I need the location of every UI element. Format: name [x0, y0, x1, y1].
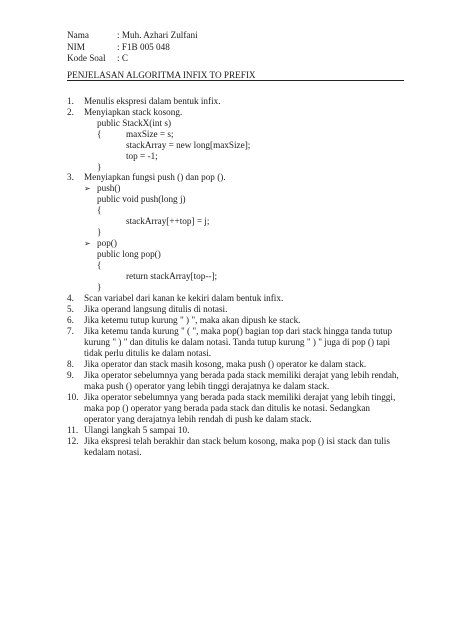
step-3-text: Menyiapkan fungsi push () dan pop (). [84, 172, 226, 182]
step-4-text: Scan variabel dari kanan ke kekiri dalam bentuk infix. [84, 293, 284, 303]
step-9-text: Jika operator sebelumnya yang berada pada stack memiliki derajat yang lebih rendah, [84, 370, 399, 380]
code-line: public StackX(int s) [97, 118, 171, 128]
step-number-7: 7. [67, 326, 74, 336]
code-line: top = -1; [126, 151, 158, 161]
step-number-2: 2. [67, 107, 74, 117]
arrow-bullet-icon: ➢ [84, 239, 91, 248]
code-line: } [97, 282, 102, 292]
document-title: PENJELASAN ALGORITMA INFIX TO PREFIX [67, 70, 256, 80]
step-1-text: Menulis ekspresi dalam bentuk infix. [84, 96, 221, 106]
step-9-text: maka push () operator yang lebih tinggi derajatnya ke dalam stack. [84, 381, 330, 391]
name-value: : Muh. Azhari Zulfani [117, 30, 198, 40]
step-8-text: Jika operator dan stack masih kosong, maka push () operator ke dalam stack. [84, 359, 367, 369]
step-number-1: 1. [67, 96, 74, 106]
step-number-11: 11. [67, 425, 79, 435]
step-2-text: Menyiapkan stack kosong. [84, 107, 183, 117]
step-7-text: kurung " ) " dan ditulis ke dalam notasi. Tanda tutup kurung " ) " juga di pop () tapi [84, 337, 391, 347]
code-line: public void push(long j) [97, 194, 186, 204]
pop-title: pop() [97, 238, 117, 248]
push-title: push() [97, 183, 121, 193]
step-12-text: kedalam notasi. [84, 447, 142, 457]
step-10-text: Jika operator sebelumnya yang berada pada stack memiliki derajat yang lebih tinggi, [84, 392, 396, 402]
code-line: { [97, 129, 102, 139]
code-line: } [97, 227, 102, 237]
step-11-text: Ulangi langkah 5 sampai 10. [84, 425, 190, 435]
step-number-8: 8. [67, 359, 74, 369]
step-10-text: maka pop () operator yang berada pada stack dan ditulis ke notasi. Sedangkan [84, 403, 370, 413]
code-line: { [97, 260, 102, 270]
code-line: return stackArray[top--]; [126, 271, 218, 281]
step-12-text: Jika ekspresi telah berakhir dan stack belum kosong, maka pop () isi stack dan tulis [84, 436, 390, 446]
arrow-bullet-icon: ➢ [84, 184, 91, 193]
code-line: public long pop() [97, 249, 161, 259]
title-underline [67, 80, 404, 81]
code-line: stackArray = new long[maxSize]; [126, 140, 251, 150]
step-number-10: 10. [67, 392, 79, 402]
name-label: Nama [67, 30, 89, 40]
code-line: stackArray[++top] = j; [126, 216, 210, 226]
step-7-text: tidak perlu ditulis ke dalam notasi. [84, 348, 212, 358]
step-number-4: 4. [67, 293, 74, 303]
kode-soal-label: Kode Soal [67, 53, 106, 63]
step-number-12: 12. [67, 436, 79, 446]
step-5-text: Jika operand langsung ditulis di notasi. [84, 304, 228, 314]
step-7-text: Jika ketemu tanda kurung " ( ", maka pop() bagian top dari stack hingga tanda tutup [84, 326, 393, 336]
code-line: } [97, 162, 102, 172]
nim-label: NIM [67, 42, 85, 52]
step-6-text: Jika ketemu tutup kurung " ) ", maka akan dipush ke stack. [84, 315, 301, 325]
step-10-text: operator yang derajatnya lebih rendah di push ke dalam stack. [84, 414, 312, 424]
nim-value: : F1B 005 048 [117, 42, 170, 52]
step-number-3: 3. [67, 172, 74, 182]
step-number-9: 9. [67, 370, 74, 380]
code-line: maxSize = s; [126, 129, 174, 139]
code-line: { [97, 205, 102, 215]
kode-soal-value: : C [117, 53, 128, 63]
step-number-5: 5. [67, 304, 74, 314]
step-number-6: 6. [67, 315, 74, 325]
